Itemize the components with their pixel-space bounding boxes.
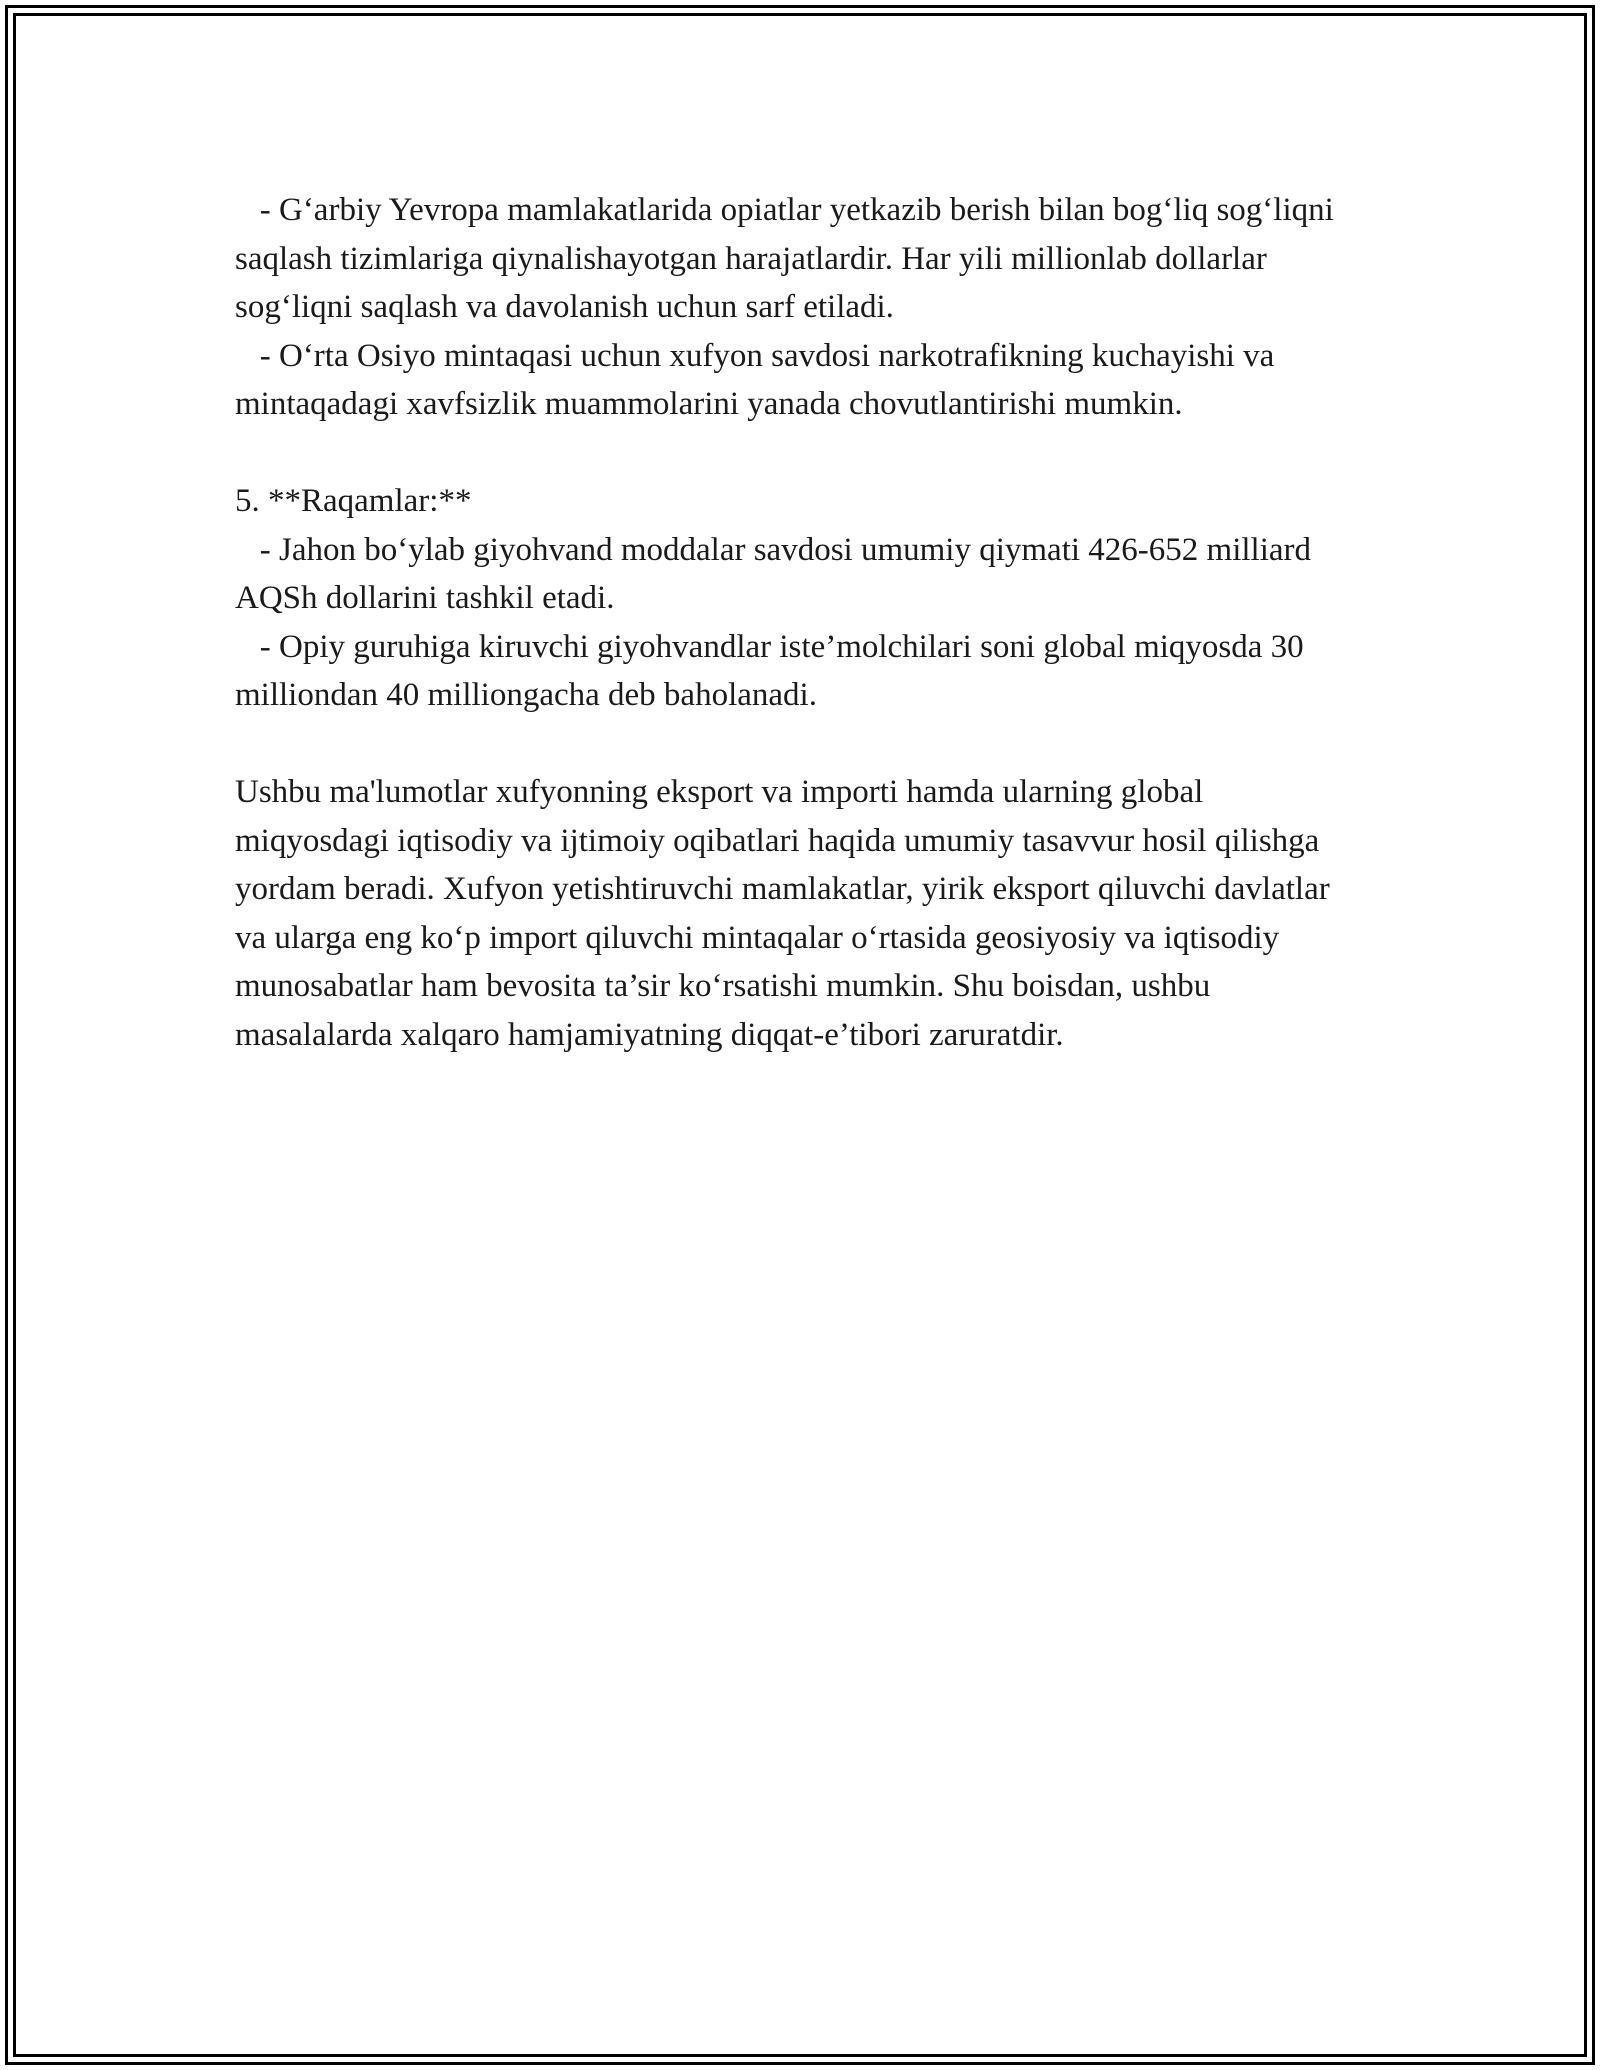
bullet-central-asia-security: - O‘rta Osiyo mintaqasi uchun xufyon savdosi narkotrafikning kuchayishi va mintaqadagi xavfsizlik muammolarini yanada chovutlantirishi mumkin. xyxy=(235,337,1283,422)
bullet-global-drug-trade-value: - Jahon bo‘ylab giyohvand moddalar savdosi umumiy qiymati 426-652 milliard AQSh dollarini tashkil etadi. xyxy=(235,531,1318,616)
paragraph-gap xyxy=(235,720,1365,769)
section-heading-numbers: 5. **Raqamlar:** xyxy=(235,483,472,519)
document-body xyxy=(235,186,1365,1059)
bullet-western-europe-costs: - G‘arbiy Yevropa mamlakatlarida opiatlar yetkazib berish bilan bog‘liq sog‘liqni saqlash tizimlariga qiynalishayotgan harajatlardir. Har yili millionlab dollarlar sog‘liqni saqlash va davolanish uchun sarf etiladi. xyxy=(235,192,1343,325)
conclusion-paragraph: Ushbu ma'lumotlar xufyonning eksport va importi hamda ularning global miqyosdagi iqtisodiy va ijtimoiy oqibatlari haqida umumiy tasavvur hosil qilishga yordam beradi. Xufyon yetishtiruvchi mamlakatlar, yirik eksport qiluvchi davlatlar va ularga eng ko‘p import qiluvchi mintaqalar o‘rtasida geosiyosiy va iqtisodiy munosabatlar ham bevosita ta’sir ko‘rsatishi mumkin. Shu boisdan, ushbu masalalarda xalqaro hamjamiyatning diqqat-e’tibori zaruratdir. xyxy=(235,774,1338,1053)
paragraph-gap xyxy=(235,429,1365,478)
bullet-opiate-users-count: - Opiy guruhiga kiruvchi giyohvandlar iste’molchilari soni global miqyosda 30 milliondan 40 milliongacha deb baholanadi. xyxy=(235,628,1312,713)
